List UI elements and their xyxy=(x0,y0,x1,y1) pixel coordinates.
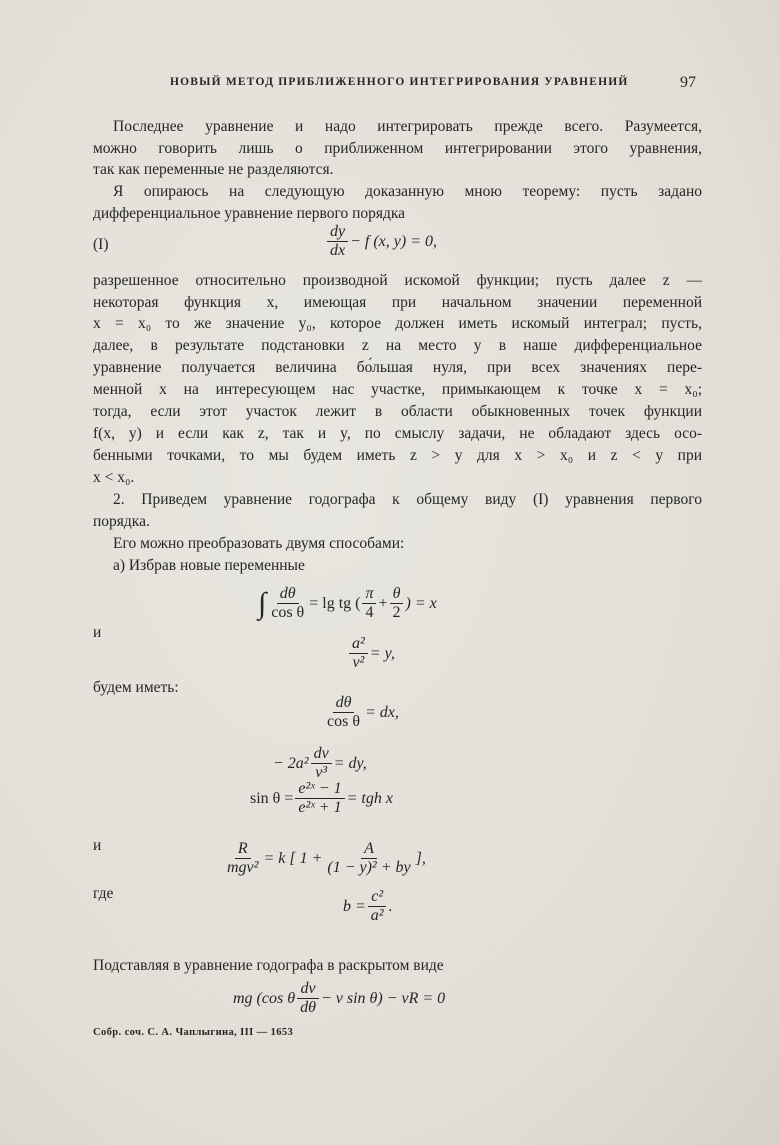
plus-sign: + xyxy=(378,594,388,612)
denominator: 4 xyxy=(365,604,374,621)
footer-signature: Собр. соч. С. А. Чаплыгина, III — 1653 xyxy=(93,1027,294,1038)
equation-rest: = dy, xyxy=(333,754,367,772)
text-line: так как переменные не разделяются. xyxy=(93,161,334,178)
numerator: A xyxy=(361,840,377,859)
numerator: dy xyxy=(327,223,348,242)
equation-1 xyxy=(325,223,437,260)
numerator: e²ˣ − 1 xyxy=(295,780,344,799)
text-line: f(x, y) и если как z, так и y, по смыслу задачи, не обладают здесь осо- xyxy=(93,425,702,442)
text-line: x = x₀ то же значение y₀, которое должен иметь искомый интеграл; пусть, xyxy=(93,315,702,332)
numerator: dv xyxy=(311,745,332,764)
numerator: c² xyxy=(368,888,386,907)
denominator: cos θ xyxy=(327,713,360,730)
denominator: v² xyxy=(352,654,365,671)
text-label: где xyxy=(93,885,114,902)
page-number: 97 xyxy=(680,74,696,91)
equation-rest: = y, xyxy=(369,644,395,662)
text-line: 2. Приведем уравнение годографа к общему виду (I) уравнения первого xyxy=(113,491,702,508)
text-line: менной x на интересующем нас участке, примыкающем к точке x = x₀; xyxy=(93,381,702,398)
text-line: порядка. xyxy=(93,513,150,530)
text-line: разрешенное относительно производной искомой функции; пусть далее z — xyxy=(93,272,702,289)
text-line: далее, в результате подстановки z на место y в наше дифференциальное xyxy=(93,337,702,354)
equation-rest: . xyxy=(388,897,393,915)
denominator: dθ xyxy=(300,999,316,1016)
text-line: а) Избрав новые переменные xyxy=(113,557,305,574)
numerator: R xyxy=(235,840,251,859)
numerator: dv xyxy=(297,980,318,999)
text-line: некоторая функция x, имеющая при начальном значении переменной xyxy=(93,294,702,311)
integral-sign: ∫ xyxy=(258,586,267,620)
numerator: θ xyxy=(390,585,404,604)
equation-2 xyxy=(258,585,437,622)
text-line: Подставляя в уравнение годографа в раскрытом виде xyxy=(93,957,444,974)
equation-5 xyxy=(273,745,367,782)
equation-rest: − f (x, y) = 0, xyxy=(350,232,438,250)
denominator: 2 xyxy=(392,604,401,621)
numerator: a² xyxy=(349,635,368,654)
equation-prefix: b = xyxy=(343,897,366,915)
text-line: дифференциальное уравнение первого порядка xyxy=(93,205,406,222)
numerator: π xyxy=(362,585,376,604)
equation-6 xyxy=(250,780,393,817)
denominator: mgv² xyxy=(227,859,259,876)
text-label: будем иметь: xyxy=(93,679,179,696)
text-line: можно говорить лишь о приближенном интегрировании этого уравнения, xyxy=(93,140,702,157)
denominator: a² xyxy=(370,907,384,924)
equation-4 xyxy=(322,694,399,731)
equation-prefix: sin θ = xyxy=(250,789,294,807)
denominator: cos θ xyxy=(271,604,305,621)
equation-prefix: − 2a² xyxy=(273,754,309,772)
text-line: уравнение получается величина бо́льшая нуля, при всех значениях пере- xyxy=(93,359,702,376)
running-header: НОВЫЙ МЕТОД ПРИБЛИЖЕННОГО ИНТЕГРИРОВАНИЯ УРАВНЕНИЙ xyxy=(170,76,629,88)
text-line: Последнее уравнение и надо интегрировать прежде всего. Разумеется, xyxy=(113,118,702,135)
text-line: тогда, если этот участок лежит в области обыкновенных точек функции xyxy=(93,403,702,420)
text-line: бенными точками, то мы будем иметь z > y для x > x₀ и z < y при xyxy=(93,447,702,464)
equation-mid: = lg tg ( xyxy=(309,594,361,612)
equation-mid: = k [ 1 + xyxy=(263,849,323,867)
conjunction: и xyxy=(93,837,102,854)
denominator: v³ xyxy=(315,764,328,781)
denominator: (1 − y)² + by xyxy=(327,859,411,876)
equation-label: (I) xyxy=(93,236,109,253)
equation-rest: ], xyxy=(415,849,426,867)
numerator: dθ xyxy=(277,585,299,604)
text-line: Я опираюсь на следующую доказанную мною теорему: пусть задано xyxy=(113,183,702,200)
denominator: dx xyxy=(330,242,346,259)
equation-3 xyxy=(347,635,395,672)
equation-7 xyxy=(222,840,426,877)
equation-9 xyxy=(233,980,445,1017)
denominator: e²ˣ + 1 xyxy=(298,799,342,816)
equation-prefix: mg (cos θ xyxy=(233,989,296,1007)
equation-rest: = tgh x xyxy=(346,789,393,807)
equation-rest: ) = x xyxy=(405,594,437,612)
equation-rest: = dx, xyxy=(365,703,399,721)
conjunction: и xyxy=(93,624,102,641)
equation-8 xyxy=(343,888,393,925)
text-line: x < x₀. xyxy=(93,469,135,486)
equation-rest: − v sin θ) − vR = 0 xyxy=(320,989,446,1007)
numerator: dθ xyxy=(333,694,355,713)
text-line: Его можно преобразовать двумя способами: xyxy=(113,535,405,552)
